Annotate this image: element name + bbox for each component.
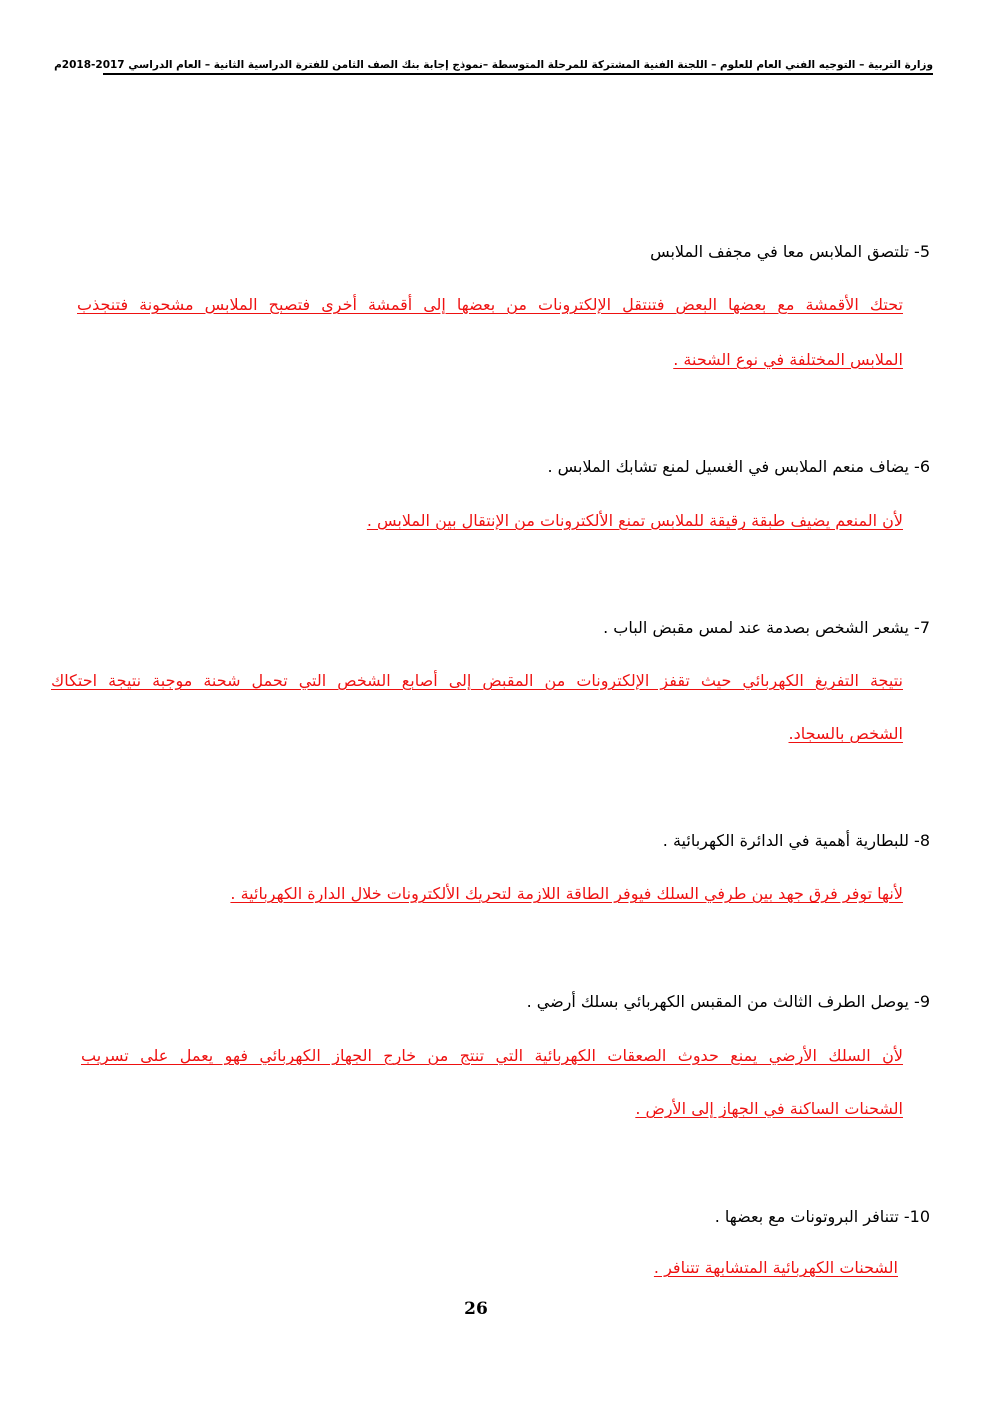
question-7: 7- يشعر الشخص بصدمة عند لمس مقبض الباب .: [603, 618, 930, 637]
answer-8-line-1: لأنها توفر فرق جهد بين طرفي السلك فيوفر الطاقة اللازمة لتحريك الألكترونات خلال الدارة الكهربائية .: [230, 884, 903, 903]
answer-5-line-2: الملابس المختلفة في نوع الشحنة .: [673, 350, 903, 369]
question-6: 6- يضاف منعم الملابس في الغسيل لمنع تشابك الملابس .: [547, 457, 930, 476]
question-8: 8- للبطارية أهمية في الدائرة الكهربائية .: [662, 831, 930, 850]
page-number: 26: [464, 1299, 488, 1319]
answer-6-line-1: لأن المنعم يضيف طبقة رقيقة للملابس تمنع الألكترونات من الإنتقال بين الملابس .: [366, 511, 903, 530]
answer-5-line-1: تحتك الأقمشة مع بعضها البعض فتنتقل الإلكترونات من بعضها إلى أقمشة أخرى فتصبح الملابس مشحونة فتنجذب: [77, 295, 903, 314]
answer-7-line-1: نتيجة التفريغ الكهربائي حيث تقفز الإلكترونات من المقبض إلى أصابع الشخص التي تحمل شحنة موجبة نتيجة احتكاك: [51, 671, 903, 690]
question-5: 5- تلتصق الملابس معا في مجفف الملابس: [650, 242, 930, 261]
answer-10-line-1: الشحنات الكهربائية المتشابهة تتنافر .: [653, 1258, 898, 1277]
answer-9-line-2: الشحنات الساكنة في الجهاز إلى الأرض .: [635, 1099, 903, 1118]
question-9: 9- يوصل الطرف الثالث من المقبس الكهربائي بسلك أرضي .: [526, 992, 930, 1011]
answer-9-line-1: لأن السلك الأرضي يمنع حدوث الصعقات الكهربائية التي تنتج من خارج الجهاز الكهربائي فهو يعمل على تسريب: [81, 1046, 903, 1065]
question-10: 10- تتنافر البروتونات مع بعضها .: [714, 1207, 930, 1226]
page-header: وزارة التربية – التوجيه الفني العام للعلوم – اللجنة الفنية المشتركة للمرحلة المتوسطة –نموذج إجابة بنك الصف الثامن للفترة الدراسية الثانية – العام الدراسي 2017-2018م: [103, 58, 933, 75]
answer-7-line-2: الشخص بالسجاد.: [788, 724, 903, 743]
